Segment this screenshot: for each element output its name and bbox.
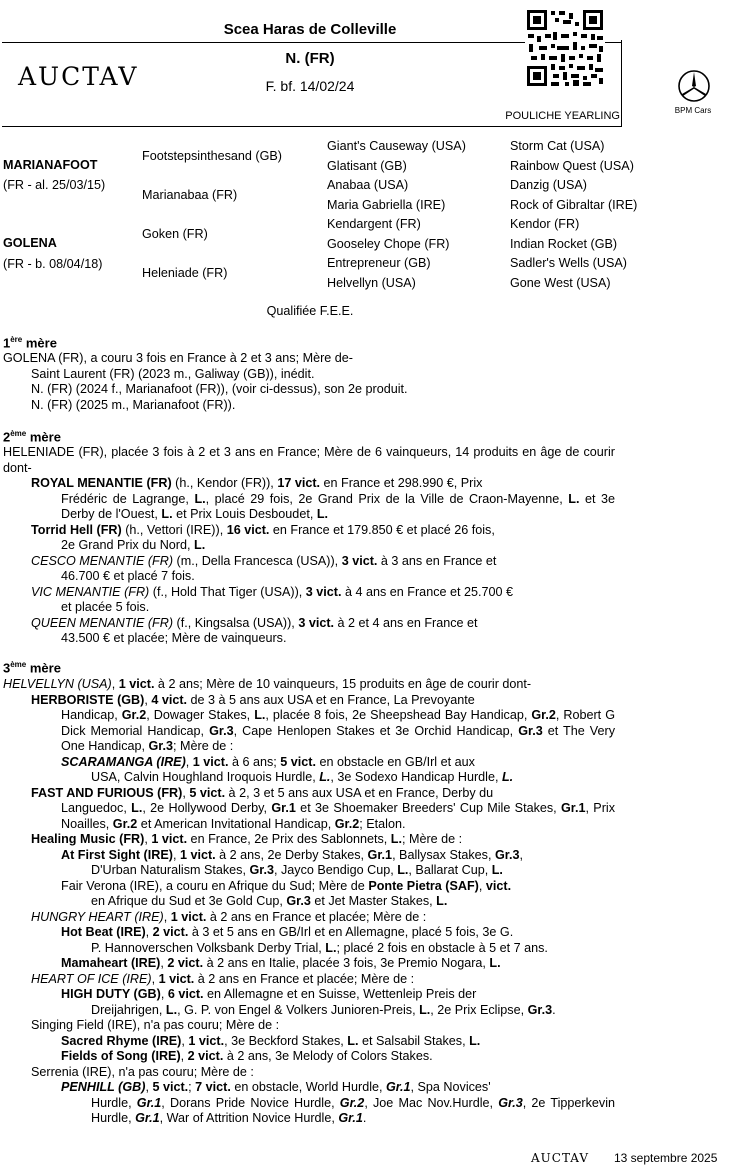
sire-details: (FR - al. 25/03/15) (3, 178, 106, 192)
pedigree-gen3: Helvellyn (USA) (327, 276, 416, 290)
consignor-name: Scea Haras de Colleville (223, 21, 397, 38)
second-dam-title: 2ème mère (3, 429, 61, 445)
sponsor-label: BPM Cars (674, 106, 712, 115)
pedigree-gen4: Storm Cat (USA) (510, 139, 605, 153)
third-dam-text: HELVELLYN (USA), 1 vict. à 2 ans; Mère de 10 vainqueurs, 15 produits en âge de courir dont- HERBORISTE (GB), 4 vict. de 3 à 5 ans aux USA et en France, La Prevoyante Handicap, Gr.2, Dowager Stakes, L., placée 8 fois, 2e Sheepshead Bay Handicap, Gr.2, Robert G Dick Memorial Handicap, Gr.3, Cape Henlopen Stakes et 3e Orchid Handicap, Gr.3 et The Very One Handicap, Gr.3; Mère de : SCARAMANGA (IRE), 1 vict. à 6 ans; 5 vict. en obstacle en GB/Irl et aux USA, Calvin Houghland Iroquois Hurdle, L., 3e Sodexo Handicap Hurdle, L. FAST AND FURIOUS (FR), 5 vict. à 2, 3 et 5 ans aux USA et en France, Derby du Languedoc, L., 2e Hollywood Derby, Gr.1 et 3e Shoemaker Breeders' Cup Mile Stakes, Gr.1, Prix Noailles, Gr.2 et American Invitational Handicap, Gr.2; Etalon. Healing Music (FR), 1 vict. en France, 2e Prix des Sablonnets, L.; Mère de : At First Sight (IRE), 1 vict. à 2 ans, 2e Derby Stakes, Gr.1, Ballysax Stakes, Gr.3, D'Urban Naturalism Stakes, Gr.3, Jayco Bendigo Cup, L., Ballarat Cup, L. Fair Verona (IRE), a couru en Afrique du Sud; Mère de Ponte Pietra (SAF), vict. en Afrique du Sud et 3e Gold Cup, Gr.3 et Jet Master Stakes, L. HUNGRY HEART (IRE), 1 vict. à 2 ans en France et placée; Mère de : Hot Beat (IRE), 2 vict. à 3 et 5 ans en GB/Irl et en Allemagne, placé 5 fois, 3e G. P. Hannoverschen Volksbank Derby Trial, L.; placé 2 fois en obstacle à 5 et 7 ans. Mamaheart (IRE), 2 vict. à 2 ans en Italie, placée 3 fois, 3e Premio Nogara, L. HEART OF ICE (IRE), 1 vict. à 2 ans en France et placée; Mère de : HIGH DUTY (GB), 6 vict. en Allemagne et en Suisse, Wettenleip Preis der Dreijahrigen, L., G. P. von Engel & Volkers Junioren-Preis, L., 2e Prix Eclipse, Gr.3. Singing Field (IRE), n'a pas couru; Mère de : Sacred Rhyme (IRE), 1 vict., 3e Beckford Stakes, L. et Salsabil Stakes, L. Fields of Song (IRE), 2 vict. à 2 ans, 3e Melody of Colors Stakes. Serrenia (IRE), n'a pas couru; Mère de : PENHILL (GB), 5 vict.; 7 vict. en obstacle, World Hurdle, Gr.1, Spa Novices' Hurdle, Gr.1, Dorans Pride Novice Hurdle, Gr.2, Joe Mac Nov.Hurdle, Gr.3, 2e Tipperkevin Hurdle, Gr.1, War of Attrition Novice Hurdle, Gr.1. (3, 677, 615, 1125)
first-dam-text: GOLENA (FR), a couru 3 fois en France à 2 et 3 ans; Mère de- Saint Laurent (FR) (2023 m., Galiway (GB)), inédit. N. (FR) (2024 f., Marianafoot (FR)), (voir ci-dessus), son 2e produit. N. (FR) (2025 m., Marianafoot (FR)). (3, 351, 408, 412)
third-dam-title: 3ème mère (3, 660, 61, 676)
lot-details: F. bf. 14/02/24 (265, 78, 355, 94)
pedigree-gen4: Sadler's Wells (USA) (510, 256, 627, 270)
footer-logo: AUCTAV (531, 1151, 590, 1165)
first-dam-title: 1ère mère (3, 335, 57, 351)
pedigree-gen3: Anabaa (USA) (327, 178, 409, 192)
pedigree-gen4: Rainbow Quest (USA) (510, 159, 634, 173)
pedigree-gen2: Heleniade (FR) (142, 266, 228, 280)
pedigree-gen3: Glatisant (GB) (327, 159, 407, 173)
pedigree-gen4: Indian Rocket (GB) (510, 237, 618, 251)
pedigree-gen2: Marianabaa (FR) (142, 188, 238, 202)
auctav-logo: AUCTAV (18, 62, 139, 91)
pedigree-gen2: Footstepsinthesand (GB) (142, 149, 283, 163)
pedigree-gen3: Entrepreneur (GB) (327, 256, 431, 270)
dam-details: (FR - b. 08/04/18) (3, 257, 103, 271)
category-label: POULICHE YEARLING (505, 110, 620, 122)
qr-code-icon[interactable] (525, 8, 605, 88)
qualification-note: Qualifiée F.E.E. (266, 304, 354, 318)
pedigree-gen4: Rock of Gibraltar (IRE) (510, 198, 638, 212)
pedigree-gen4: Gone West (USA) (510, 276, 611, 290)
pedigree-gen4: Kendor (FR) (510, 217, 580, 231)
pedigree-gen3: Maria Gabriella (IRE) (327, 198, 446, 212)
second-dam-text: HELENIADE (FR), placée 3 fois à 2 et 3 ans en France; Mère de 6 vainqueurs, 14 produits en âge de courir dont- ROYAL MENANTIE (FR) (h., Kendor (FR)), 17 vict. en France et 298.990 €, Prix Frédéric de Lagrange, L., placé 29 fois, 2e Grand Prix de la Ville de Craon-Mayenne, L. et 3e Derby de l'Ouest, L. et Prix Louis Desboudet, L. Torrid Hell (FR) (h., Vettori (IRE)), 16 vict. en France et 179.850 € et placé 26 fois, 2e Grand Prix du Nord, L. CESCO MENANTIE (FR) (m., Della Francesca (USA)), 3 vict. à 3 ans en France et 46.700 € et placé 7 fois. VIC MENANTIE (FR) (f., Hold That Tiger (USA)), 3 vict. à 4 ans en France et 25.700 € et placée 5 fois. QUEEN MENANTIE (FR) (f., Kingsalsa (USA)), 3 vict. à 2 et 4 ans en France et 43.500 € et placée; Mère de vainqueurs. (3, 445, 616, 645)
pedigree-gen3: Gooseley Chope (FR) (327, 237, 450, 251)
lot-name: N. (FR) (285, 50, 335, 67)
pedigree-gen2: Goken (FR) (142, 227, 208, 241)
footer-date: 13 septembre 2025 (614, 1151, 718, 1165)
mercedes-star-icon (676, 68, 712, 104)
dam-name: GOLENA (3, 236, 57, 250)
pedigree-gen4: Danzig (USA) (510, 178, 587, 192)
pedigree-gen3: Giant's Causeway (USA) (327, 139, 466, 153)
pedigree-gen3: Kendargent (FR) (327, 217, 421, 231)
sire-name: MARIANAFOOT (3, 158, 98, 172)
